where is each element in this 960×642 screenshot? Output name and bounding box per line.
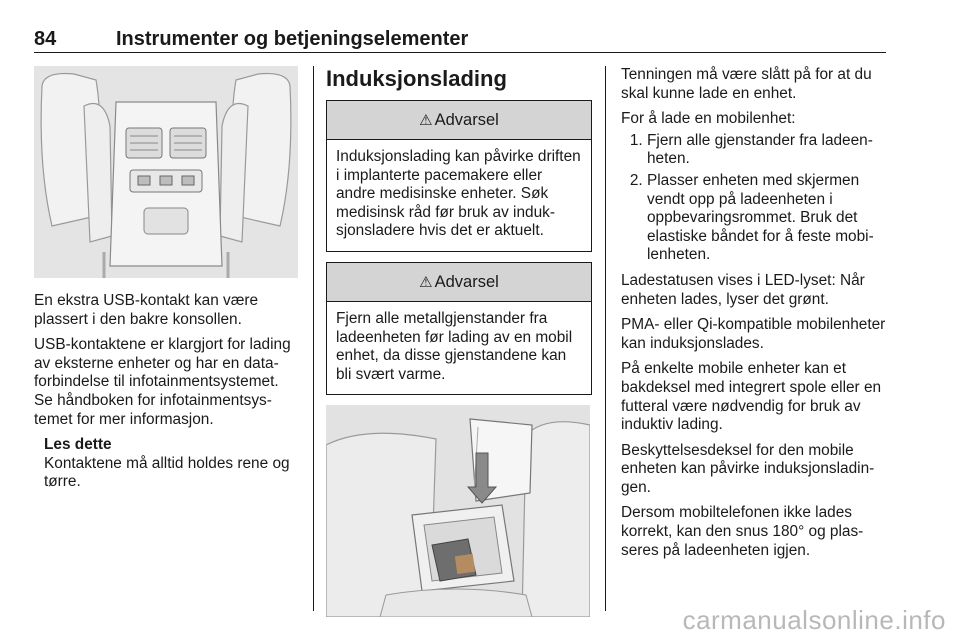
- warning-text: Fjern alle metallgjenstander fra ladeenheten før lading av en mobil enhet, da disse gjenstandene kan bli svært varme.: [336, 309, 573, 383]
- column-divider-1: [313, 66, 314, 611]
- middle-column: [326, 66, 592, 617]
- warning-icon: ⚠: [419, 112, 433, 129]
- rear-console-illustration: [34, 66, 298, 278]
- steps-intro: For å lade en mobilenhet:: [621, 110, 796, 128]
- page-number: 84: [34, 28, 57, 50]
- warning-title: Advarsel: [434, 272, 499, 291]
- column-divider-2: [605, 66, 606, 611]
- paragraph: PMA- eller Qi-kompatible mobilenheter kan induksjonslades.: [621, 316, 886, 352]
- warning-box: [326, 262, 592, 395]
- paragraph: Ladestatusen vises i LED-lyset: Når enheten lades, lyser det grønt.: [621, 271, 865, 308]
- note-title: Les dette: [44, 436, 112, 454]
- left-column: [34, 66, 300, 492]
- paragraph: En ekstra USB-kontakt kan være plassert i den bakre konsollen.: [34, 292, 259, 328]
- warning-header: [327, 101, 591, 140]
- paragraph: Tenningen må være slått på for at du skal kunne lade en enhet.: [621, 66, 872, 102]
- warning-header: [327, 263, 591, 302]
- paragraph: Beskyttelsesdeksel for den mobile enheten kan påvirke induksjonsladingen.: [621, 441, 875, 496]
- right-column: [621, 66, 887, 567]
- note-block: [34, 436, 300, 492]
- warning-icon: ⚠: [419, 273, 433, 291]
- header-divider: [34, 52, 886, 53]
- chapter-title: Instrumenter og betjeningselementer: [116, 28, 469, 50]
- watermark: carmanualsonline.info: [682, 605, 946, 635]
- charging-pad-illustration: [326, 405, 590, 617]
- warning-box: [326, 100, 592, 252]
- list-item: 1. Fjern alle gjenstander fra ladeenheten.: [647, 132, 887, 169]
- page-header: [34, 28, 886, 54]
- list-item: 2. Plasser enheten med skjermen vendt opp på ladeenheten i oppbevaringsrommet. Bruk det elastiske båndet for å feste mobilenheten.: [647, 172, 887, 265]
- paragraph: USB-kontaktene er klargjort for lading av eksterne enheter og har en dataforbindelse til infotainmentsystemet. Se håndboken for infotainmentsystemet for mer informasjon.: [34, 336, 291, 428]
- note-text: Kontaktene må alltid holdes rene og tørre.: [44, 454, 290, 491]
- warning-text: Induksjonslading kan påvirke driften i implanterte pacemakere eller andre medisinske enheter. Søk medisinsk råd før bruk av induksjonsladere hvis det er aktuelt.: [336, 148, 581, 240]
- charging-pad-drawing: [326, 405, 590, 617]
- rear-console-drawing: [34, 66, 298, 278]
- section-title: Induksjonslading: [326, 66, 507, 91]
- paragraph: På enkelte mobile enheter kan et bakdeksel med integrert spole eller en futteral være nødvendig for bruk av induktiv lading.: [621, 360, 882, 434]
- warning-title: Advarsel: [434, 111, 499, 129]
- steps-list: [621, 132, 887, 265]
- paragraph: Dersom mobiltelefonen ikke lades korrekt, kan den snus 180° og plasseres på ladeenheten igjen.: [621, 504, 864, 559]
